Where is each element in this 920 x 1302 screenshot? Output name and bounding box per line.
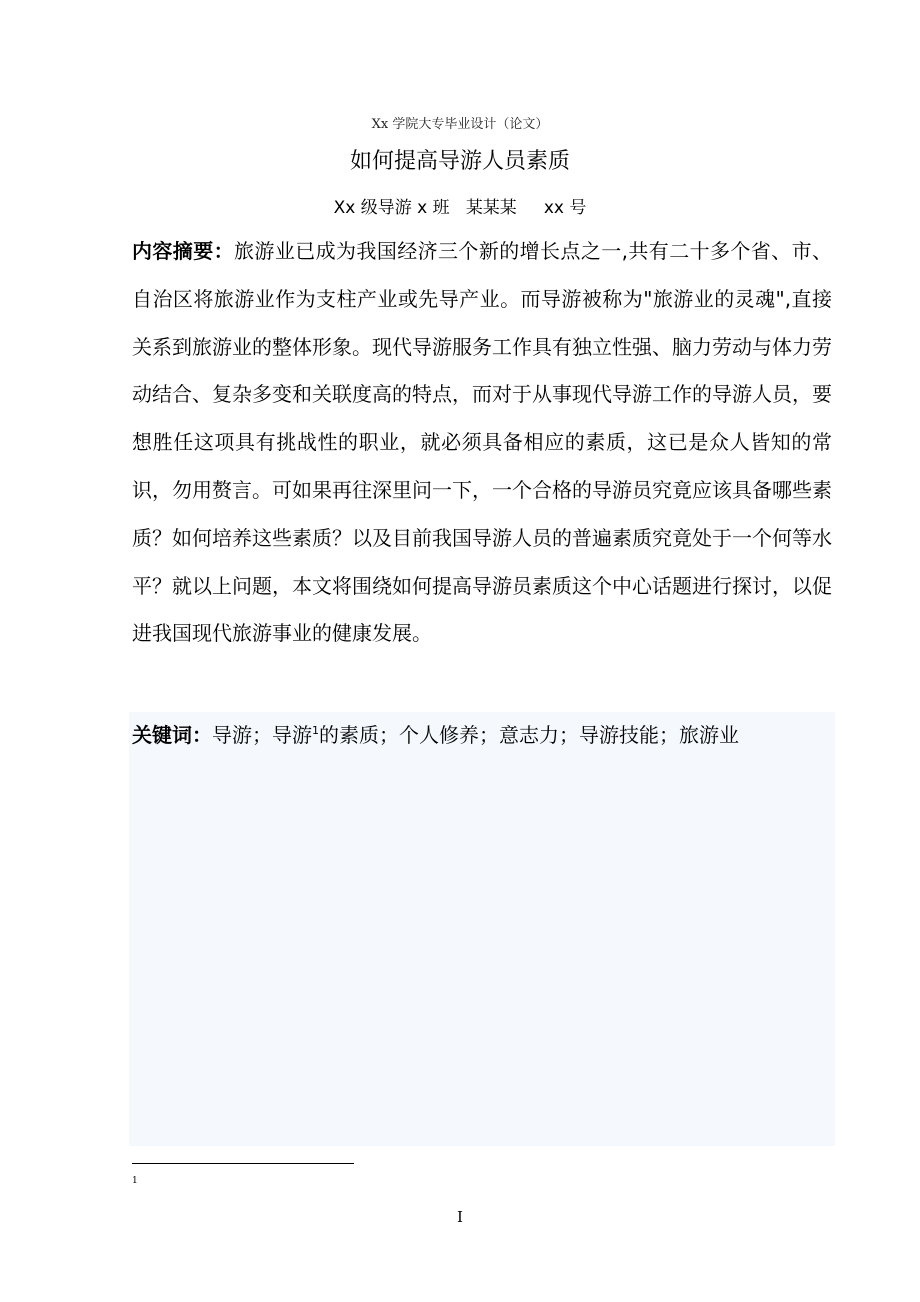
author-name: 某某某: [465, 198, 517, 218]
keywords-label: 关键词：: [132, 723, 212, 747]
author-class: Xx 级导游 x 班: [333, 198, 450, 218]
author-line: [0, 193, 920, 218]
keywords-text-after: 的素质；个人修养；意志力；导游技能；旅游业: [319, 723, 739, 747]
abstract-text: 旅游业已成为我国经济三个新的增长点之一,共有二十多个省、市、自治区将旅游业作为支柱产业或先导产业。而导游被称为"旅游业的灵魂",直接关系到旅游业的整体形象。现代导游服务工作具有独立性强、脑力劳动与体力劳动结合、复杂多变和关联度高的特点，而对于从事现代导游工作的导游人员，要想胜任这项具有挑战性的职业，就必须具备相应的素质，这已是众人皆知的常识，勿用赘言。可如果再往深里问一下，一个合格的导游员究竟应该具备哪些素质？如何培养这些素质？以及目前我国导游人员的普遍素质究竟处于一个何等水平？就以上问题，本文将围绕如何提高导游员素质这个中心话题进行探讨，以促进我国现代旅游事业的健康发展。: [132, 239, 833, 646]
running-header: Xx 学院大专毕业设计（论文）: [371, 117, 549, 132]
page-number: I: [457, 1208, 463, 1226]
keywords-text-before: 导游；导游: [212, 723, 312, 747]
abstract-label: 内容摘要：: [132, 239, 235, 263]
document-title: 如何提高导游人员素质: [349, 149, 570, 174]
keywords-line: [132, 712, 832, 758]
author-number: xx 号: [543, 198, 587, 218]
footnote-separator: [132, 1163, 354, 1164]
keywords-highlight-area: [129, 712, 835, 1146]
abstract-paragraph: [132, 228, 832, 658]
footnote-reference[interactable]: 1: [312, 724, 319, 737]
footnote-mark: 1: [132, 1176, 138, 1186]
